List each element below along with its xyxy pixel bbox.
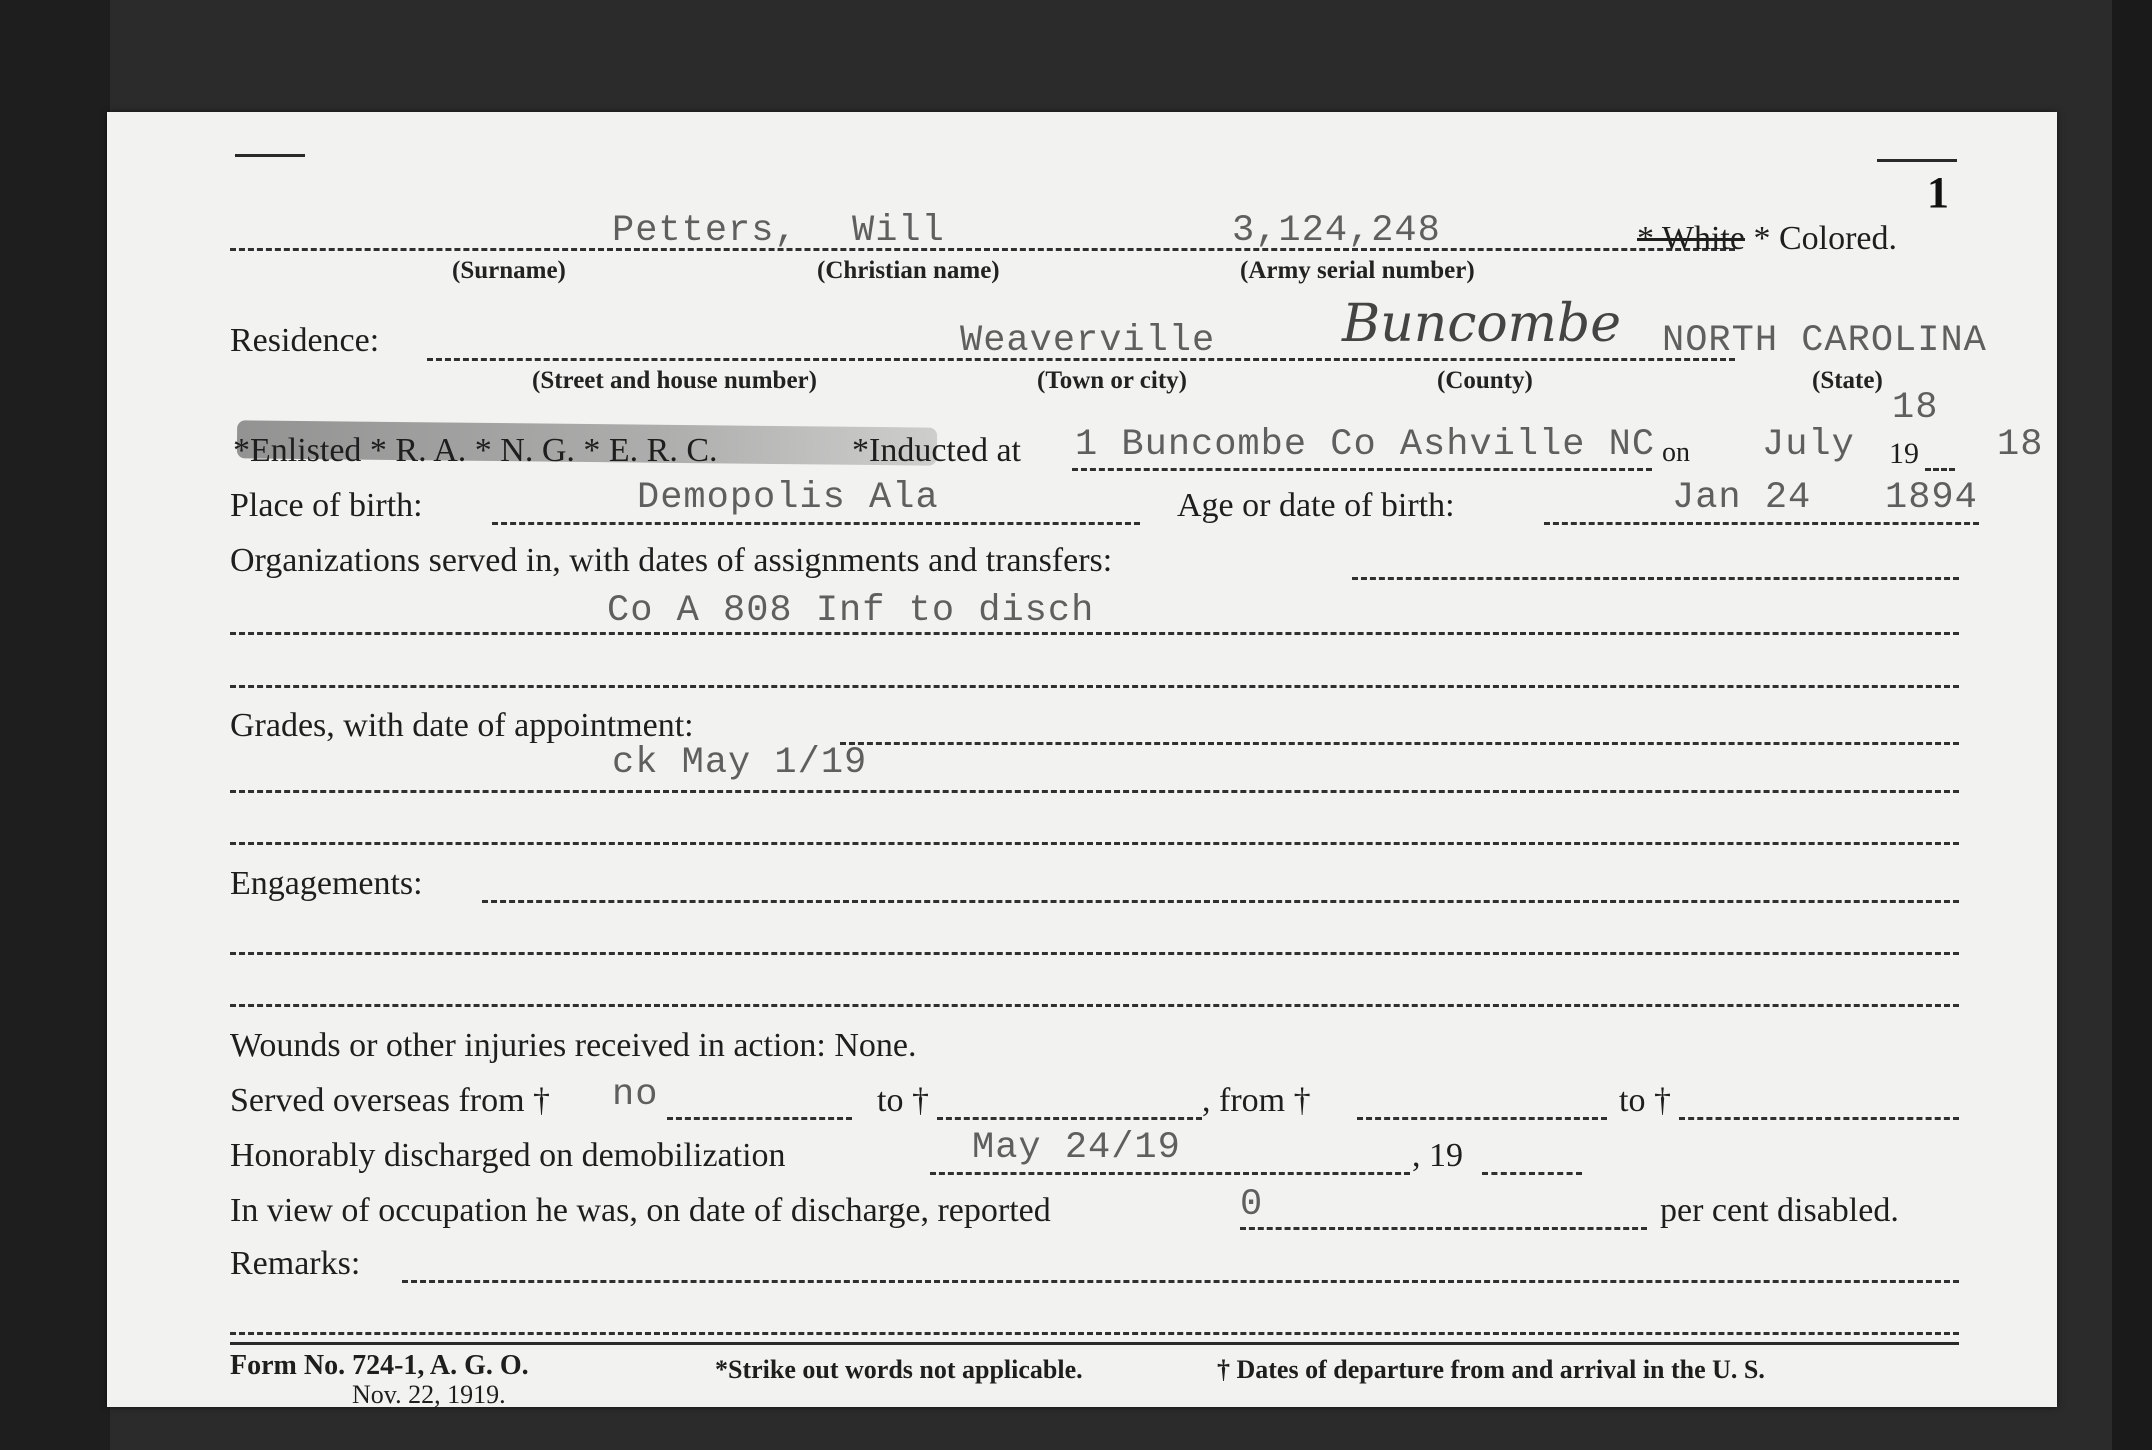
grades-value: ck May 1/19 (612, 742, 868, 784)
inducted-year-value: 18 (1997, 424, 2044, 466)
top-right-rule (1877, 159, 1957, 162)
card-number: 1 (1927, 168, 1949, 217)
name-line (230, 248, 1735, 251)
overseas-to-line-2 (1679, 1117, 1959, 1120)
strike-out-note: *Strike out words not applicable. (715, 1355, 1083, 1384)
top-left-rule (235, 154, 305, 157)
inducted-on-label: on (1662, 437, 1690, 468)
residence-label: Residence: (230, 322, 380, 359)
race-options (1637, 220, 1897, 258)
overseas-from-line-2 (1357, 1117, 1607, 1120)
inducted-month-value: July (1762, 424, 1855, 466)
inducted-year-line (1925, 468, 1955, 471)
discharge-year-prefix: , 19 (1412, 1137, 1463, 1174)
date-of-birth-line (1544, 522, 1979, 525)
engagements-line-3 (230, 1004, 1959, 1007)
place-of-birth-line (492, 522, 1140, 525)
remarks-line-2 (230, 1332, 1959, 1335)
place-of-birth-value: Demopolis Ala (637, 477, 939, 519)
date-of-birth-label: Age or date of birth: (1177, 487, 1455, 524)
form-date: Nov. 22, 1919. (352, 1380, 506, 1409)
residence-county-value: Buncombe (1342, 294, 1621, 354)
grades-line-2 (230, 790, 1959, 793)
serial-caption: (Army serial number) (1240, 257, 1475, 284)
discharge-date-value: May 24/19 (972, 1127, 1181, 1169)
inducted-line (1072, 468, 1652, 471)
organizations-line-3 (230, 685, 1959, 688)
disability-label: In view of occupation he was, on date of discharge, reported (230, 1192, 1051, 1229)
remarks-label: Remarks: (230, 1245, 361, 1282)
overseas-to-label-1: to † (877, 1082, 929, 1119)
residence-state-value: NORTH CAROLINA (1662, 320, 1987, 362)
engagements-line-1 (482, 900, 1959, 903)
date-of-birth-value: Jan 24 (1672, 477, 1812, 519)
organizations-label: Organizations served in, with dates of assignments and transfers: (230, 542, 1113, 579)
overseas-to-line-1 (937, 1117, 1202, 1120)
overseas-from-line (667, 1117, 852, 1120)
place-of-birth-label: Place of birth: (230, 487, 423, 524)
surname-value: Petters, (612, 210, 798, 252)
discharge-line (930, 1172, 1410, 1175)
scan-left-edge (0, 0, 110, 1450)
birth-year-value: 1894 (1885, 477, 1978, 519)
serial-number-value: 3,124,248 (1232, 210, 1441, 252)
discharge-year-line (1482, 1172, 1582, 1175)
organizations-line-2 (230, 632, 1959, 635)
town-caption: (Town or city) (1037, 367, 1187, 394)
county-caption: (County) (1437, 367, 1533, 394)
remarks-line-1 (402, 1280, 1959, 1283)
inducted-year-prefix: 19 (1889, 437, 1919, 470)
surname-caption: (Surname) (452, 257, 566, 284)
discharge-label: Honorably discharged on demobilization (230, 1137, 786, 1174)
overseas-from-value: no (612, 1074, 659, 1116)
disability-value: 0 (1240, 1184, 1264, 1226)
street-caption: (Street and house number) (532, 367, 817, 394)
inducted-day-value: 18 (1892, 387, 1939, 429)
grades-label: Grades, with date of appointment: (230, 707, 694, 744)
footer-rule (230, 1342, 1959, 1345)
grades-line-1 (840, 742, 1959, 745)
grades-line-3 (230, 842, 1959, 845)
overseas-from-label: Served overseas from † (230, 1082, 551, 1119)
state-caption: (State) (1812, 367, 1883, 394)
inducted-label: *Inducted at (852, 432, 1021, 469)
engagements-label: Engagements: (230, 865, 423, 902)
disability-suffix: per cent disabled. (1660, 1192, 1899, 1229)
enlistment-options: *Enlisted * R. A. * N. G. * E. R. C. (233, 432, 718, 469)
race-colored-option: * Colored. (1753, 220, 1898, 257)
form-number: Form No. 724-1, A. G. O. (230, 1350, 529, 1381)
organizations-value: Co A 808 Inf to disch (607, 590, 1095, 632)
disability-line (1240, 1227, 1647, 1230)
overseas-to-label-2: to † (1619, 1082, 1671, 1119)
dates-note: † Dates of departure from and arrival in the U. S. (1217, 1355, 1765, 1384)
inducted-place-value: 1 Buncombe Co Ashville NC (1075, 424, 1656, 466)
race-white-option: * White (1637, 220, 1745, 257)
engagements-line-2 (230, 952, 1959, 955)
christian-name-caption: (Christian name) (817, 257, 1000, 284)
scan-right-edge (2112, 0, 2152, 1450)
record-card (107, 112, 2057, 1407)
overseas-from-label-2: , from † (1202, 1082, 1311, 1119)
residence-town-value: Weaverville (960, 320, 1216, 362)
organizations-line-1 (1352, 577, 1959, 580)
christian-name-value: Will (852, 210, 945, 252)
wounds-text: Wounds or other injuries received in action: None. (230, 1027, 917, 1064)
